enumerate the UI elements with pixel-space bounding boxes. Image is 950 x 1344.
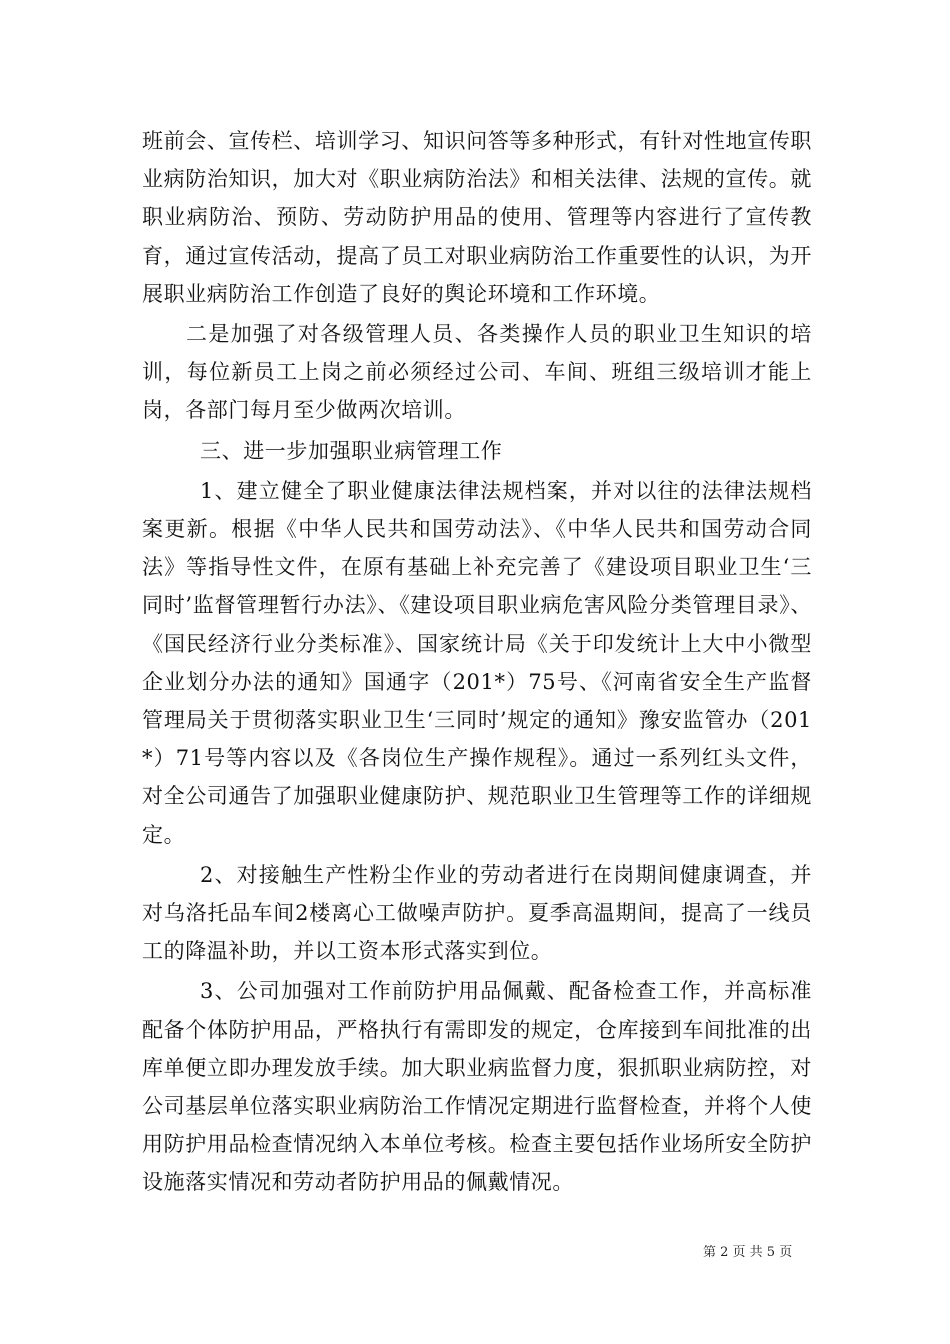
- paragraph-item-3-protective-equipment: 3、公司加强对工作前防护用品佩戴、配备检查工作，并高标准配备个体防护用品，严格执行有需即发的规定，仓库接到车间批准的出库单便立即办理发放手续。加大职业病监督力度，狠抓职业病防控，对公司基层单位落实职业病防治工作情况定期进行监督检查，并将个人使用防护用品检查情况纳入本单位考核。检查主要包括作业场所安全防护设施落实情况和劳动者防护用品的佩戴情况。: [142, 979, 812, 1195]
- document-body: [142, 122, 812, 1204]
- page-number-footer: 第 2 页 共 5 页: [703, 1245, 793, 1260]
- section-heading-management: 三、进一步加强职业病管理工作: [200, 438, 503, 463]
- paragraph-item-1-regulations: 1、建立健全了职业健康法律法规档案，并对以往的法律法规档案更新。根据《中华人民共和国劳动法》、《中华人民共和国劳动合同法》等指导性文件，在原有基础上补充完善了《建设项目职业卫生‘三同时’监督管理暂行办法》、《建设项目职业病危害风险分类管理目录》、《国民经济行业分类标准》、国家统计局《关于印发统计上大中小微型企业划分办法的通知》国通字（201*）75号、《河南省安全生产监督管理局关于贯彻落实职业卫生‘三同时’规定的通知》豫安监管办（201*）71号等内容以及《各岗位生产操作规程》。通过一系列红头文件，对全公司通告了加强职业健康防护、规范职业卫生管理等工作的详细规定。: [142, 478, 812, 847]
- paragraph-publicity-continued: 班前会、宣传栏、培训学习、知识问答等多种形式，有针对性地宣传职业病防治知识，加大对《职业病防治法》和相关法律、法规的宣传。就职业病防治、预防、劳动防护用品的使用、管理等内容进行了宣传教育，通过宣传活动，提高了员工对职业病防治工作重要性的认识，为开展职业病防治工作创造了良好的舆论环境和工作环境。: [142, 129, 812, 306]
- paragraph-training: 二是加强了对各级管理人员、各类操作人员的职业卫生知识的培训，每位新员工上岗之前必须经过公司、车间、班组三级培训才能上岗，各部门每月至少做两次培训。: [142, 322, 812, 423]
- paragraph-item-2-health-survey: 2、对接触生产性粉尘作业的劳动者进行在岗期间健康调查，并对乌洛托品车间2楼离心工做噪声防护。夏季高温期间，提高了一线员工的降温补助，并以工资本形式落实到位。: [142, 862, 812, 964]
